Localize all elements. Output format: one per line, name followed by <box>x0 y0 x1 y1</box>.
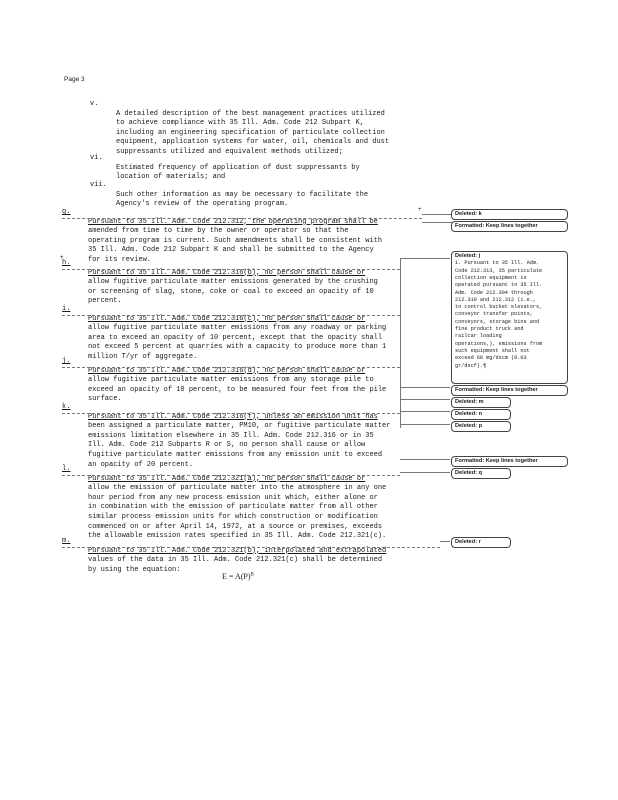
text-line: exceed an opacity of 10 percent, to be measured four feet from the pile <box>88 385 387 394</box>
comment-title: Deleted: n <box>455 411 483 417</box>
item-letter-vii: vii. <box>90 181 107 189</box>
text-line: for its review. <box>88 255 152 264</box>
comment-line: collection equipment is <box>455 275 527 281</box>
comment-balloon[interactable] <box>451 537 511 548</box>
text-line: A detailed description of the best management practices utilized <box>116 109 385 118</box>
comment-line: fine product truck and <box>455 326 524 333</box>
text-line: surface. <box>88 395 122 404</box>
text-line: Estimated frequency of application of dust suppressants by <box>116 163 360 172</box>
connector-line <box>440 541 450 542</box>
text-line: or screening of slag, stone, coke or coal to exceed an opacity of 10 <box>88 287 374 296</box>
comment-line: railcar loading <box>455 333 502 340</box>
comment-balloon[interactable] <box>451 209 568 220</box>
text-line: allow fugitive particulate matter emissions generated by the crushing <box>88 278 378 287</box>
comment-balloon[interactable] <box>451 397 511 408</box>
equation-exponent: B <box>250 572 254 578</box>
comment-line: 212.310 and 212.312 (i.e., <box>455 296 536 303</box>
comment-line: conveyors, storage bins and <box>455 318 540 325</box>
page-number: Page 3 <box>64 76 85 83</box>
comment-line: Adm. Code 212.304 through <box>455 289 533 296</box>
comment-balloon[interactable] <box>451 385 568 396</box>
connector-line <box>422 214 452 215</box>
item-letter-l: l. <box>62 465 71 473</box>
item-letter-i: i. <box>62 305 71 313</box>
text-line: been assigned a particulate matter, PM10, or fugitive particulate matter <box>88 422 391 431</box>
item-letter-vi: vi. <box>90 154 103 162</box>
text-line: commenced on or after April 14, 1972, at a source or premises, exceeds <box>88 522 383 531</box>
text-line: fugitive particulate matter emissions from any emission unit to exceed <box>88 450 383 459</box>
leader-line <box>62 547 440 548</box>
text-line: Pursuant to 35 Ill. Adm. Code 212.321(b), interpolated and extrapolated <box>88 546 387 555</box>
text-line: Pursuant to 35 Ill. Adm. Code 212.316(b), no person shall cause or <box>88 268 366 277</box>
comment-title: Formatted: Keep lines together <box>455 223 538 229</box>
revision-mark: + <box>418 207 422 213</box>
leader-line <box>62 315 400 316</box>
text-line: the allowable emission rates specified in 35 Ill. Adm. Code 212.321(c). <box>88 532 387 541</box>
comment-line: to control bucket elevators, <box>455 304 543 311</box>
connector-line <box>400 258 450 259</box>
comment-line: conveyor transfer points, <box>455 311 533 318</box>
comment-title: Deleted: q <box>455 470 483 476</box>
text-line: allow the emission of particulate matter into the atmosphere in any one <box>88 484 387 493</box>
equation <box>222 572 254 581</box>
item-letter-m: m. <box>62 537 71 545</box>
text-line: Pursuant to 35 Ill. Adm. Code 212.316(d), no person shall cause or <box>88 366 366 375</box>
text-line: million T/yr of aggregate. <box>88 352 198 361</box>
connector-line <box>400 411 450 412</box>
comment-balloon[interactable] <box>451 456 568 467</box>
text-line: amended from time to time by the owner or operator so that the <box>88 227 349 236</box>
text-line: Pursuant to 35 Ill. Adm. Code 212.312, the operating program shall be <box>88 217 378 226</box>
text-line: Ill. Adm. Code 212 Subparts R or S, no person shall cause or allow <box>88 441 366 450</box>
connector-line <box>422 222 452 223</box>
leader-line <box>62 367 400 368</box>
item-letter-j: j. <box>62 357 71 365</box>
text-line: area to exceed an opacity of 10 percent, except that the opacity shall <box>88 333 383 342</box>
comment-line: operations,), emissions from <box>455 340 543 347</box>
text-line: similar process emission units for which construction or modification <box>88 512 378 521</box>
comment-title: Deleted: k <box>455 211 482 217</box>
comment-balloon[interactable] <box>451 251 568 384</box>
comment-line: operated pursuant to 35 Ill. <box>455 282 543 289</box>
comment-balloon[interactable] <box>451 468 511 479</box>
comment-line: such equipment shall not <box>455 347 530 354</box>
comment-line: Code 212.313, 35 particulate <box>455 267 543 274</box>
text-line: operating program is current. Such amendments shall be consistent with <box>88 236 383 245</box>
equation-base: E = A(P) <box>222 572 251 581</box>
text-line: 35 Ill. Adm. Code 212 Subpart K and shall be submitted to the Agency <box>88 246 374 255</box>
connector-line <box>400 472 450 473</box>
connector-line <box>400 387 450 388</box>
text-line: to achieve compliance with 35 Ill. Adm. Code 212 Subpart K, <box>116 119 364 128</box>
text-line: Such other information as may be necessary to facilitate the <box>116 190 369 199</box>
comment-line: exceed 68 mg/dscm (0.03 <box>455 355 527 362</box>
leader-line <box>62 475 400 476</box>
text-line: by using the equation: <box>88 565 181 574</box>
text-line: percent. <box>88 297 122 306</box>
comment-title: Formatted: Keep lines together <box>455 458 538 464</box>
connector-line <box>400 258 401 428</box>
text-line: not exceed 5 percent at quarries with a capacity to produce more than 1 <box>88 343 387 352</box>
comment-body <box>455 260 564 369</box>
text-line: allow fugitive particulate matter emissions from any storage pile to <box>88 376 374 385</box>
comment-title: Deleted: p <box>455 423 483 429</box>
comment-title: Deleted: m <box>455 399 484 405</box>
comment-title: Deleted: r <box>455 539 481 545</box>
connector-line <box>400 424 450 425</box>
text-line: values of the data in 35 Ill. Adm. Code 212.321(c) shall be determined <box>88 556 383 565</box>
text-line: hour period from any new process emission unit which, either alone or <box>88 493 378 502</box>
text-line: an opacity of 20 percent. <box>88 460 194 469</box>
text-line: Agency's review of the operating program. <box>116 200 289 209</box>
text-line: location of materials; and <box>116 173 226 182</box>
comment-title: Deleted: j <box>455 253 481 259</box>
text-line: emissions limitation elsewhere in 35 Ill. Adm. Code 212.316 or in 35 <box>88 431 374 440</box>
text-line: equipment, application systems for water, oil, chemicals and dust <box>116 138 390 147</box>
connector-line <box>400 399 450 400</box>
connector-line <box>400 459 450 460</box>
leader-line <box>62 218 422 219</box>
text-line: suppressants utilized and equivalent methods utilized; <box>116 147 343 156</box>
leader-line <box>62 413 400 414</box>
comment-balloon[interactable] <box>451 409 511 420</box>
comment-balloon[interactable] <box>451 421 511 432</box>
comment-line: gr/dscf).¶ <box>455 362 487 369</box>
item-letter-k: k. <box>62 403 71 411</box>
comment-title: Formatted: Keep lines together <box>455 387 538 393</box>
comment-balloon[interactable] <box>451 221 568 232</box>
text-line: Pursuant to 35 Ill. Adm. Code 212.321(a), no person shall cause or <box>88 474 366 483</box>
comment-line: i. Pursuant to 35 Ill. Adm. <box>455 260 540 267</box>
text-line: in combination with the emission of particulate matter from all other <box>88 503 378 512</box>
text-line: allow fugitive particulate matter emissions from any roadway or parking <box>88 324 387 333</box>
item-letter-g: g. <box>62 208 71 216</box>
item-letter-v: v. <box>90 100 99 108</box>
leader-line <box>62 269 400 270</box>
text-line: including an engineering specification of particulate collection <box>116 128 385 137</box>
text-line: Pursuant to 35 Ill. Adm. Code 212.316(f), unless an emission unit has <box>88 412 378 421</box>
item-letter-h: h. <box>62 259 71 267</box>
revision-mark: + <box>60 255 64 261</box>
text-line: Pursuant to 35 Ill. Adm. Code 212.316(c), no person shall cause or <box>88 314 366 323</box>
